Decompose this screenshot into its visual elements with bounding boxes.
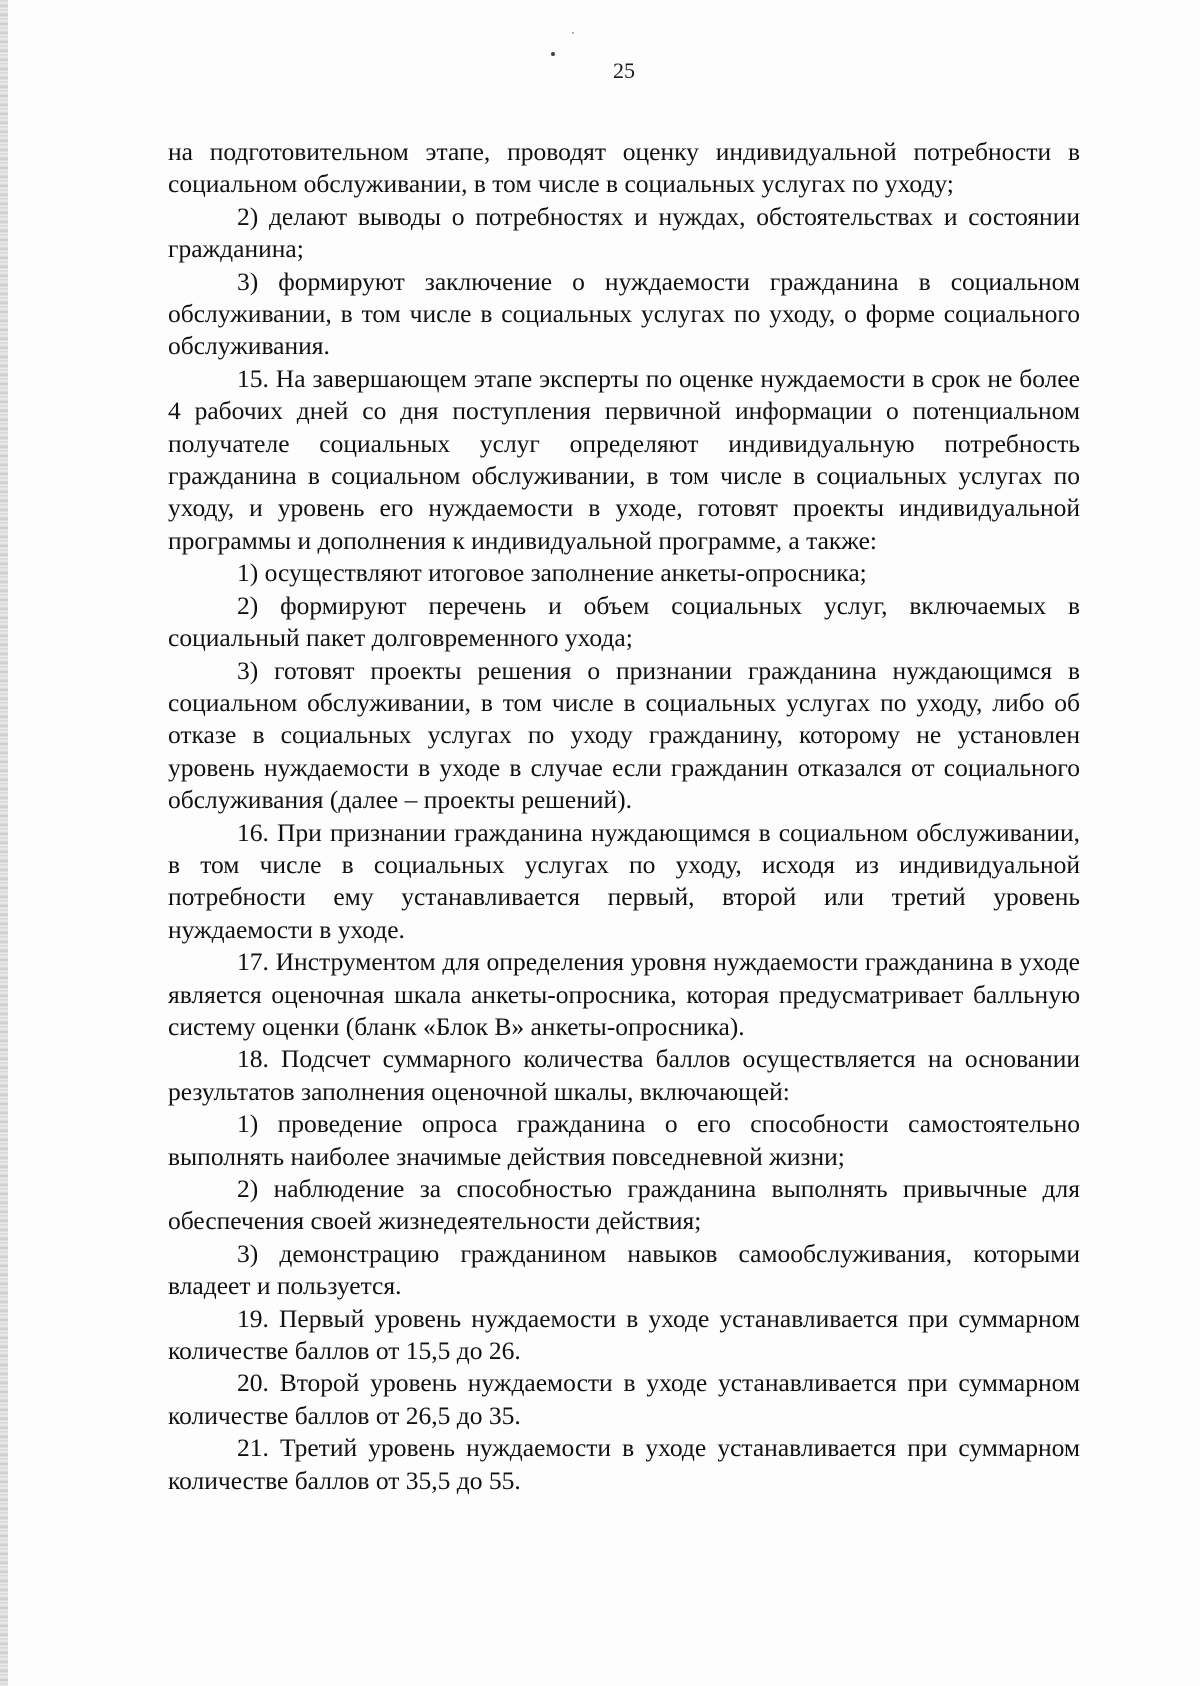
scan-speck: [551, 52, 555, 56]
paragraph: 3) готовят проекты решения о признании гражданина нуждающимся в социальном обслуживании, в том числе в социальных услугах по уходу, либо об отказе в социальных услугах по уходу гражданину, которому не установлен уровень нуждаемости в уходе в случае если гражданин отказался от социального обслуживания (далее – проекты решений).: [168, 655, 1080, 815]
paragraph: 2) делают выводы о потребностях и нуждах, обстоятельствах и состоянии гражданина;: [168, 201, 1080, 264]
paragraph: 1) проведение опроса гражданина о его способности самостоятельно выполнять наиболее значимые действия повседневной жизни;: [168, 1109, 1080, 1171]
paragraph: 19. Первый уровень нуждаемости в уходе устанавливается при суммарном количестве баллов от 15,5 до 26.: [168, 1303, 1080, 1366]
paragraph: 1) осуществляют итоговое заполнение анкеты-опросника;: [237, 558, 867, 588]
paragraph: 3) демонстрацию гражданином навыков самообслуживания, которыми владеет и пользуется.: [168, 1238, 1080, 1301]
paragraph: на подготовительном этапе, проводят оценку индивидуальной потребности в социальном обслуживании, в том числе в социальных услугах по уходу;: [168, 137, 1080, 199]
scan-edge-artifact: [0, 0, 8, 1686]
page-number: 25: [613, 58, 635, 83]
paragraph: 16. При признании гражданина нуждающимся в социальном обслуживании, в том числе в социальных услугах по уходу, исходя из индивидуальной потребности ему устанавливается первый, второй или третий уровень нуждаемости в уходе.: [168, 817, 1080, 944]
scan-speck: [572, 32, 574, 34]
paragraph: 18. Подсчет суммарного количества баллов осуществляется на основании результатов заполнения оценочной шкалы, включающей:: [168, 1044, 1080, 1106]
paragraph: 2) наблюдение за способностью гражданина выполнять привычные для обеспечения своей жизнедеятельности действия;: [168, 1174, 1080, 1236]
paragraph: 3) формируют заключение о нуждаемости гражданина в социальном обслуживании, в том числе в социальных услугах по уходу, о форме социального обслуживания.: [168, 266, 1080, 361]
paragraph: 2) формируют перечень и объем социальных услуг, включаемых в социальный пакет долговременного ухода;: [168, 590, 1080, 653]
paragraph: 15. На завершающем этапе эксперты по оценке нуждаемости в срок не более 4 рабочих дней со дня поступления первичной информации о потенциальном получателе социальных услуг определяют индивидуальную потребность гражданина в социальном обслуживании, в том числе в социальных услугах по уходу, и уровень его нуждаемости в уходе, готовят проекты индивидуальной программы и дополнения к индивидуальной программе, а также:: [168, 363, 1080, 555]
paragraph: 20. Второй уровень нуждаемости в уходе устанавливается при суммарном количестве баллов от 26,5 до 35.: [168, 1368, 1080, 1430]
paragraph: 17. Инструментом для определения уровня нуждаемости гражданина в уходе является оценочная шкала анкеты-опросника, которая предусматривает балльную систему оценки (бланк «Блок В» анкеты-опросника).: [168, 947, 1080, 1041]
paragraph: 21. Третий уровень нуждаемости в уходе устанавливается при суммарном количестве баллов от 35,5 до 55.: [168, 1433, 1080, 1495]
document-body: [168, 136, 1080, 1497]
